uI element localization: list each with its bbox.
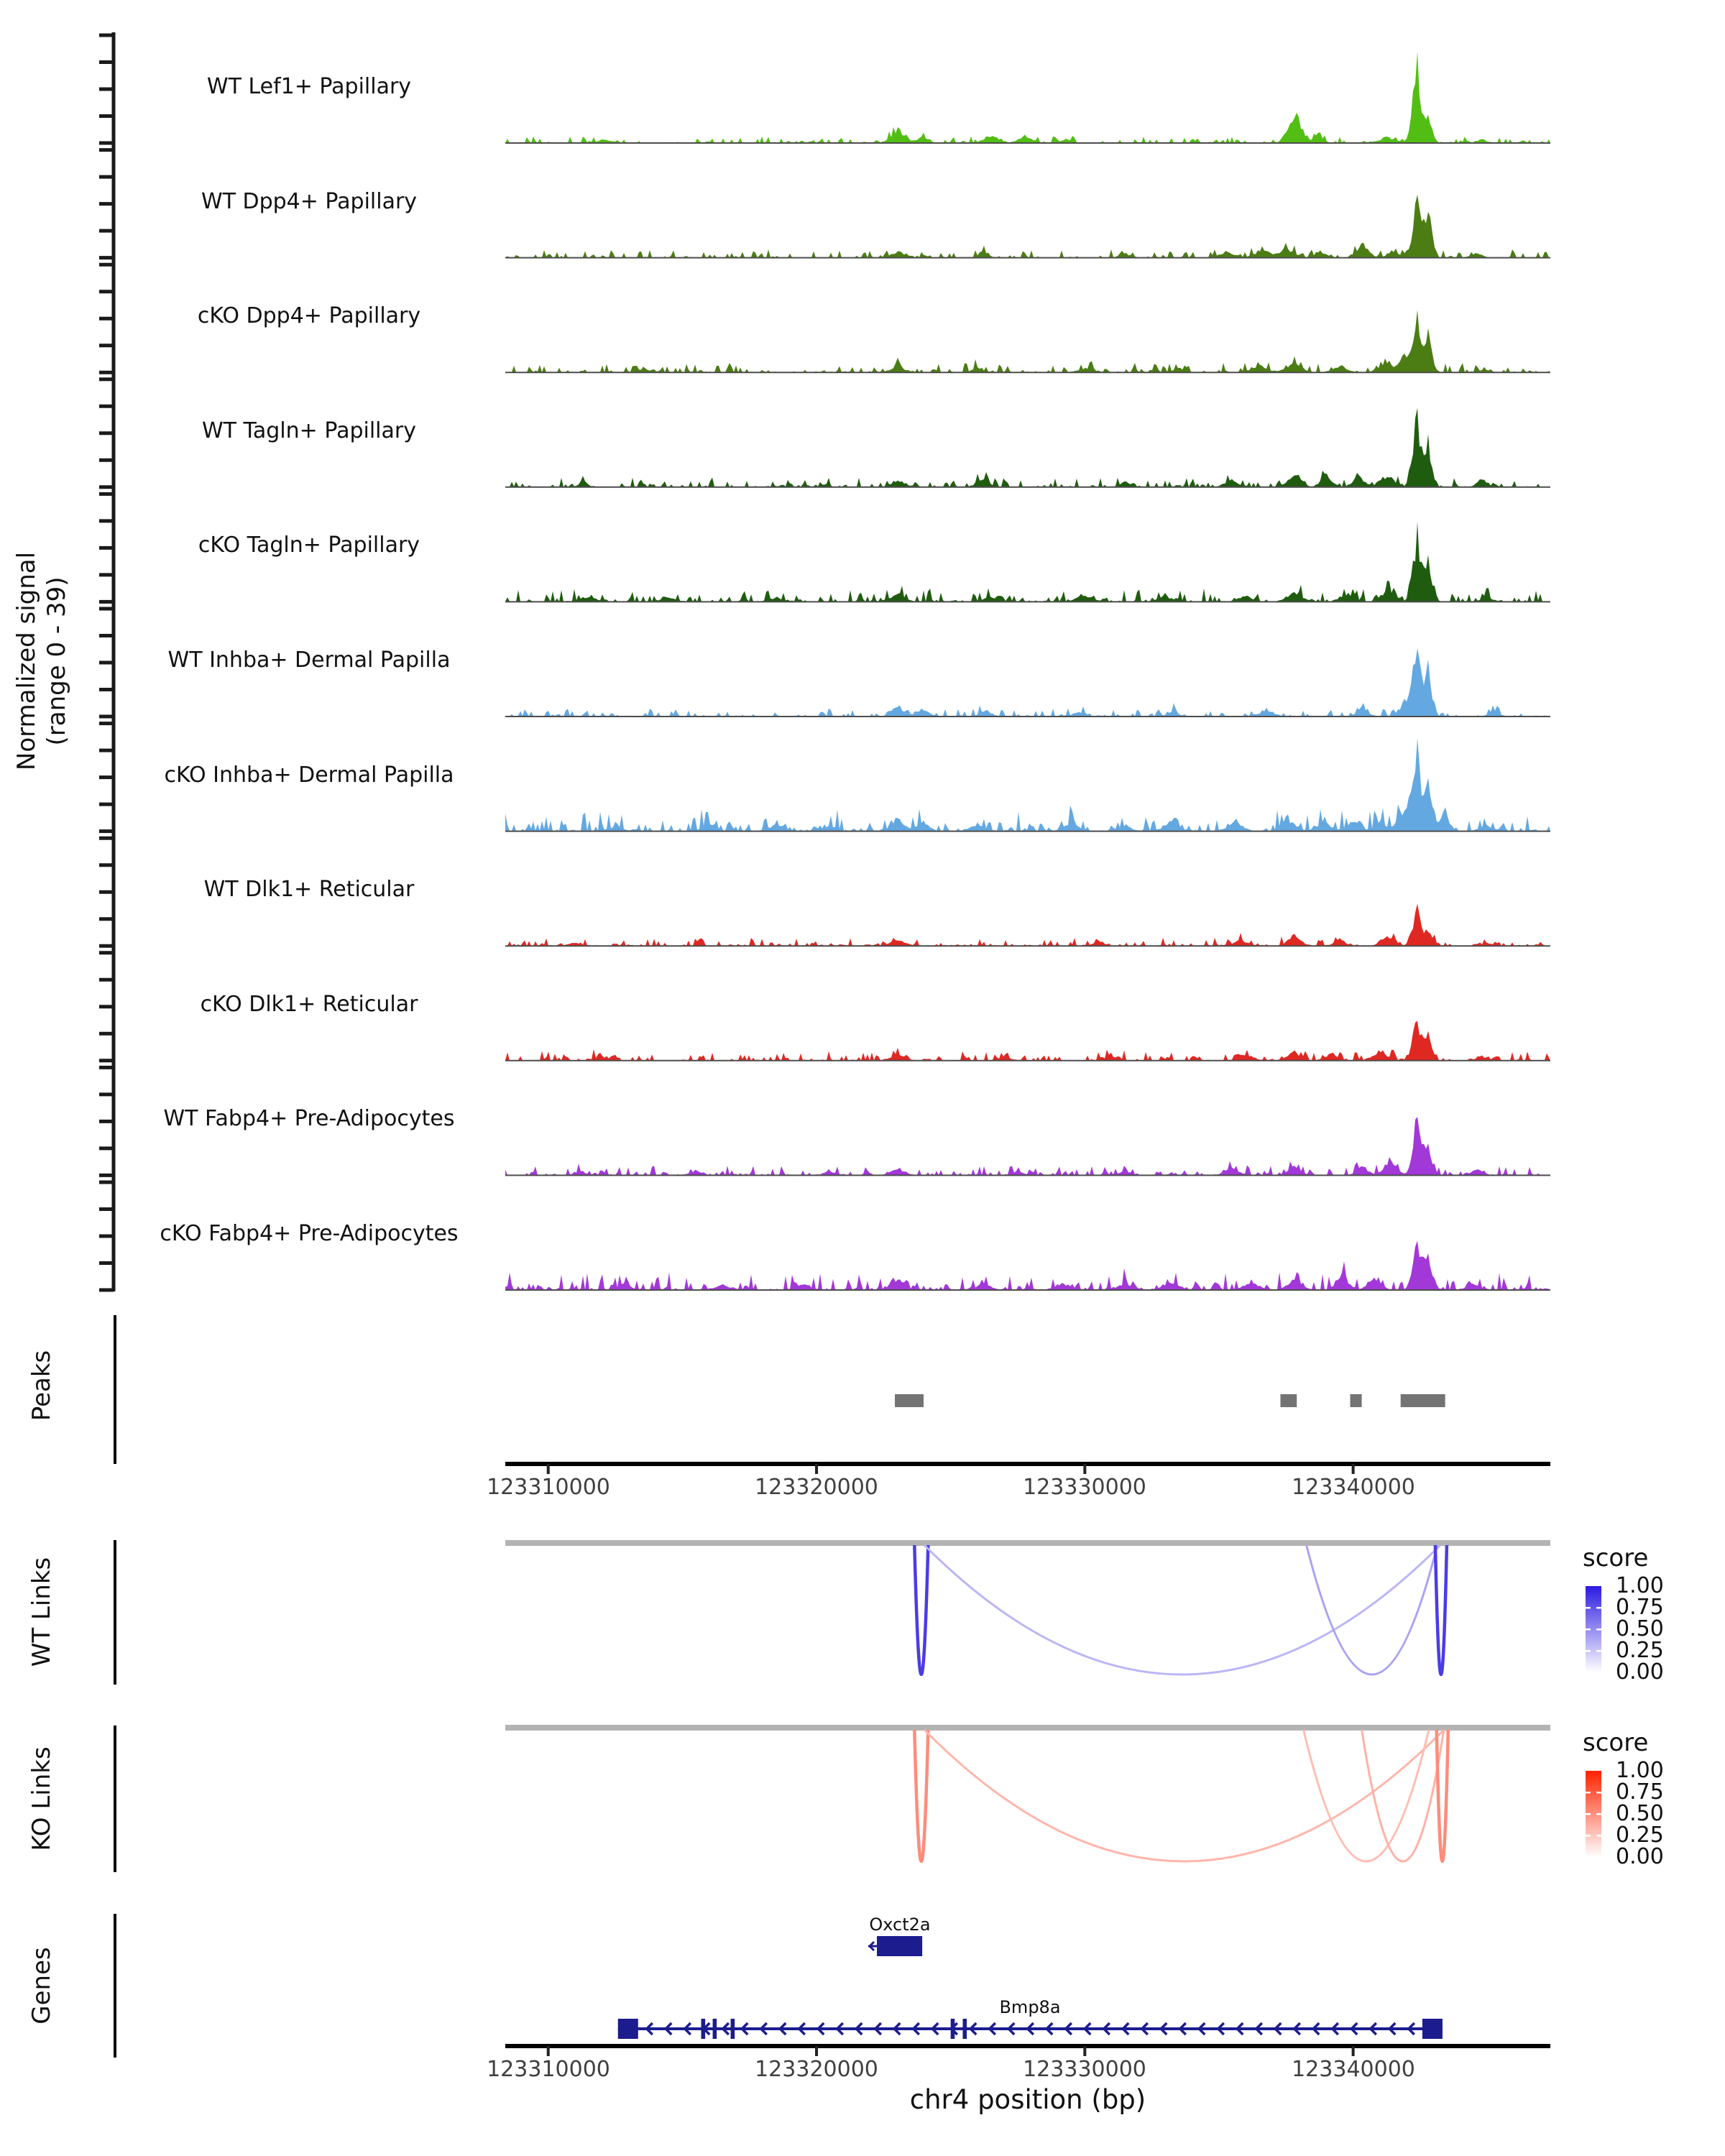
link-arc-1-3 — [1362, 1730, 1444, 1861]
legend-tick — [1596, 1813, 1601, 1815]
y-axis-label-line2: (range 0 - 39) — [42, 576, 71, 746]
track-label-5: WT Inhba+ Dermal Papilla — [167, 648, 451, 673]
axis0-tick-label-0: 123310000 — [487, 1475, 610, 1500]
track-label-3: WT Tagln+ Papillary — [202, 418, 416, 443]
x-axis-title: chr4 position (bp) — [909, 2084, 1146, 2115]
axis1-tick-label-1: 123320000 — [755, 2057, 878, 2082]
track-label-0: WT Lef1+ Papillary — [206, 74, 412, 99]
legend-tick — [1596, 1792, 1601, 1794]
legend-tick — [1596, 1607, 1601, 1609]
legend-tick — [1586, 1607, 1591, 1609]
track-label-8: cKO Dlk1+ Reticular — [200, 992, 418, 1017]
gene-name-1: Bmp8a — [999, 1997, 1061, 2017]
wt-links-bar — [505, 1540, 1550, 1546]
coverage-track-7 — [505, 904, 1550, 946]
link-arc-1-0 — [914, 1730, 928, 1861]
legend-tick — [1596, 1628, 1601, 1631]
coverage-track-4 — [505, 522, 1550, 602]
link-arc-0-2 — [1307, 1545, 1438, 1674]
score-legend-label-1-3: 0.25 — [1616, 1823, 1664, 1848]
legend-tick — [1586, 1813, 1591, 1815]
gene-exon — [951, 2019, 955, 2039]
coverage-track-8 — [505, 1021, 1550, 1061]
track-label-6: cKO Inhba+ Dermal Papilla — [164, 763, 454, 788]
score-legend-label-0-2: 0.50 — [1616, 1616, 1664, 1641]
coverage-track-10 — [505, 1241, 1550, 1291]
axis1-tick-label-3: 123340000 — [1292, 2057, 1415, 2082]
score-legend-label-0-3: 0.25 — [1616, 1638, 1664, 1663]
score-legend-label-1-2: 0.50 — [1616, 1801, 1664, 1826]
ko-links-panel-label: KO Links — [27, 1746, 56, 1851]
coverage-track-5 — [505, 648, 1550, 717]
peak-interval-1 — [1280, 1394, 1297, 1407]
peak-interval-0 — [895, 1394, 924, 1407]
score-legend-label-0-0: 1.00 — [1616, 1573, 1664, 1598]
peaks-panel-label: Peaks — [27, 1350, 56, 1422]
axis0-tick-label-3: 123340000 — [1292, 1475, 1415, 1500]
gene-name-0: Oxct2a — [869, 1915, 931, 1935]
coverage-track-0 — [505, 52, 1550, 143]
legend-tick — [1586, 1835, 1591, 1837]
y-axis-label-line1: Normalized signal — [12, 551, 41, 771]
coverage-track-1 — [505, 195, 1550, 258]
gene-exon — [962, 2019, 967, 2039]
track-label-2: cKO Dpp4+ Papillary — [197, 303, 421, 328]
gene-exon — [731, 2019, 735, 2039]
track-label-1: WT Dpp4+ Papillary — [201, 189, 418, 214]
gene-exon — [1422, 2019, 1443, 2039]
coverage-track-9 — [505, 1117, 1550, 1175]
wt-links-legend-title: score — [1583, 1544, 1649, 1572]
link-arc-0-1 — [924, 1545, 1440, 1674]
peak-interval-3 — [1401, 1394, 1445, 1407]
track-label-10: cKO Fabp4+ Pre-Adipocytes — [160, 1221, 459, 1246]
link-arc-1-4 — [1437, 1730, 1448, 1861]
score-legend-label-0-4: 0.00 — [1616, 1659, 1664, 1685]
axis0-tick-label-1: 123320000 — [755, 1475, 878, 1500]
gene-exon — [877, 1936, 922, 1956]
wt-links-panel-label: WT Links — [27, 1557, 56, 1667]
score-legend-label-0-1: 0.75 — [1616, 1595, 1664, 1620]
track-label-4: cKO Tagln+ Papillary — [198, 533, 420, 558]
track-label-7: WT Dlk1+ Reticular — [203, 877, 415, 902]
ko-links-legend-title: score — [1583, 1728, 1649, 1757]
peak-interval-2 — [1351, 1394, 1362, 1407]
coverage-track-2 — [505, 310, 1550, 372]
coverage-track-6 — [505, 738, 1550, 831]
legend-tick — [1596, 1835, 1601, 1837]
score-legend-label-1-0: 1.00 — [1616, 1758, 1664, 1783]
genes-panel-label: Genes — [27, 1947, 56, 2024]
ko-links-bar — [505, 1725, 1550, 1731]
legend-tick — [1586, 1792, 1591, 1794]
gene-exon — [702, 2019, 706, 2039]
axis0-tick-label-2: 123330000 — [1023, 1475, 1146, 1500]
axis1-tick-label-0: 123310000 — [487, 2057, 610, 2082]
legend-tick — [1586, 1628, 1591, 1631]
track-label-9: WT Fabp4+ Pre-Adipocytes — [163, 1106, 455, 1131]
legend-tick — [1596, 1650, 1601, 1652]
coverage-track-3 — [505, 408, 1550, 487]
link-arc-0-3 — [1435, 1545, 1447, 1674]
score-legend-label-1-1: 0.75 — [1616, 1779, 1664, 1805]
score-legend-label-1-4: 0.00 — [1616, 1844, 1664, 1869]
legend-tick — [1586, 1650, 1591, 1652]
axis1-tick-label-2: 123330000 — [1023, 2057, 1146, 2082]
gene-exon — [618, 2019, 638, 2039]
gene-exon — [713, 2019, 717, 2039]
y-axis-label — [12, 552, 72, 770]
link-arc-0-0 — [914, 1545, 928, 1674]
